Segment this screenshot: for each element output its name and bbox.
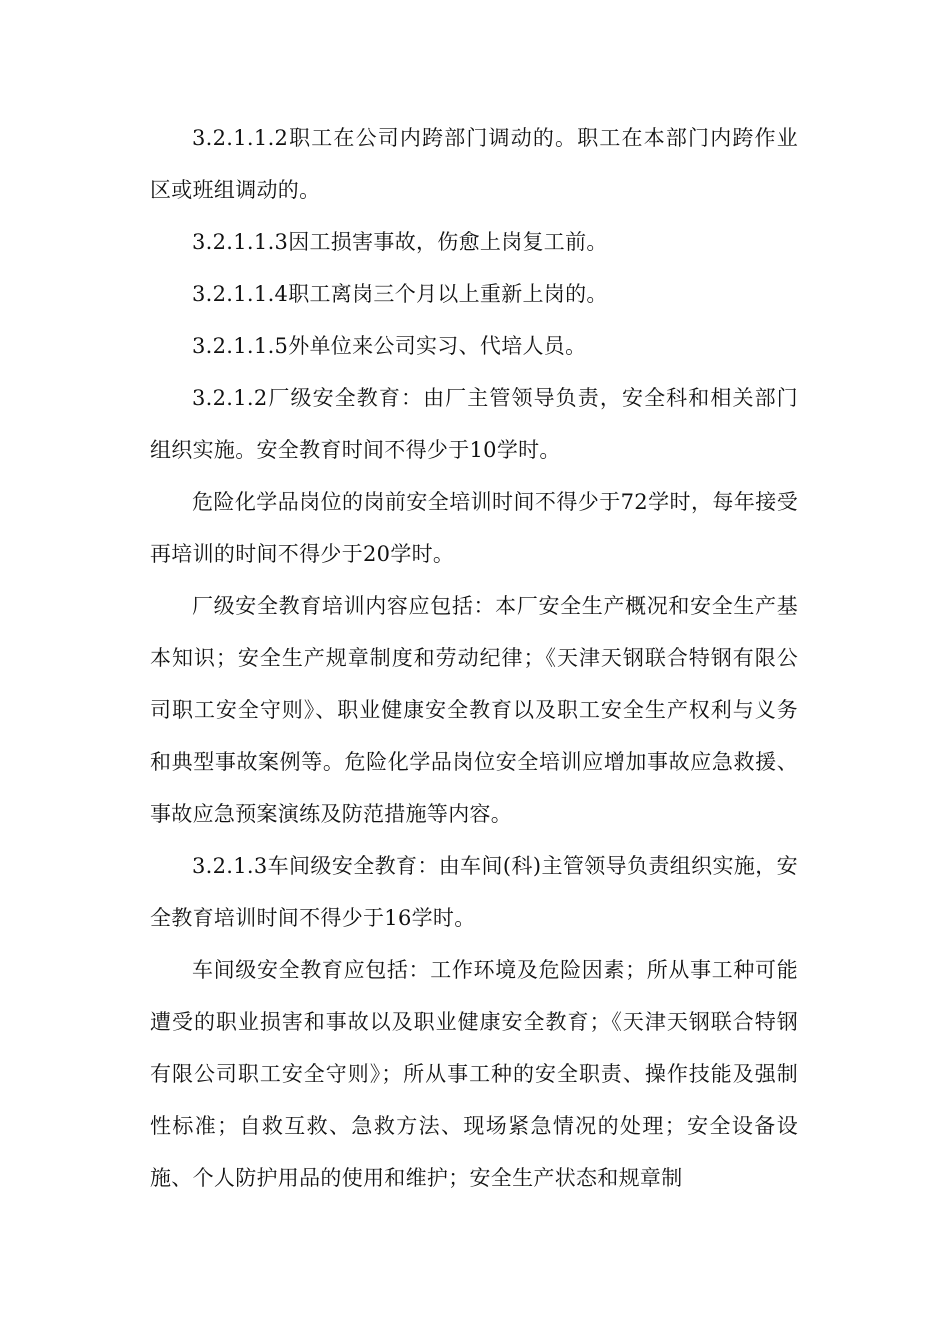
paragraph-3-2-1-1-2: 3.2.1.1.2职工在公司内跨部门调动的。职工在本部门内跨作业区或班组调动的。 bbox=[150, 126, 798, 202]
paragraph-3-2-1-1-4: 3.2.1.1.4职工离岗三个月以上重新上岗的。 bbox=[192, 282, 608, 306]
paragraph-workshop-training-content: 车间级安全教育应包括：工作环境及危险因素；所从事工种可能遭受的职业损害和事故以及职业健康安全教育；《天津天钢联合特钢有限公司职工安全守则》；所从事工种的安全职责、操作技能及强制性标准；自救互救、急救方法、现场紧急情况的处理；安全设备设施、个人防护用品的使用和维护；安全生产状态和规章制 bbox=[150, 958, 798, 1190]
paragraph-3-2-1-1-3: 3.2.1.1.3因工损害事故，伤愈上岗复工前。 bbox=[192, 230, 608, 254]
paragraph-3-2-1-1-5: 3.2.1.1.5外单位来公司实习、代培人员。 bbox=[192, 334, 587, 358]
paragraph-3-2-1-3: 3.2.1.3车间级安全教育：由车间(科)主管领导负责组织实施，安全教育培训时间不得少于16学时。 bbox=[150, 854, 798, 930]
paragraph-hazardous-chemicals-training: 危险化学品岗位的岗前安全培训时间不得少于72学时，每年接受再培训的时间不得少于20学时。 bbox=[150, 490, 798, 566]
paragraph-3-2-1-2: 3.2.1.2厂级安全教育：由厂主管领导负责，安全科和相关部门组织实施。安全教育时间不得少于10学时。 bbox=[150, 386, 798, 462]
document-body bbox=[150, 112, 798, 1204]
paragraph-factory-training-content: 厂级安全教育培训内容应包括：本厂安全生产概况和安全生产基本知识；安全生产规章制度和劳动纪律；《天津天钢联合特钢有限公司职工安全守则》、职业健康安全教育以及职工安全生产权利与义务和典型事故案例等。危险化学品岗位安全培训应增加事故应急救援、事故应急预案演练及防范措施等内容。 bbox=[150, 594, 798, 826]
